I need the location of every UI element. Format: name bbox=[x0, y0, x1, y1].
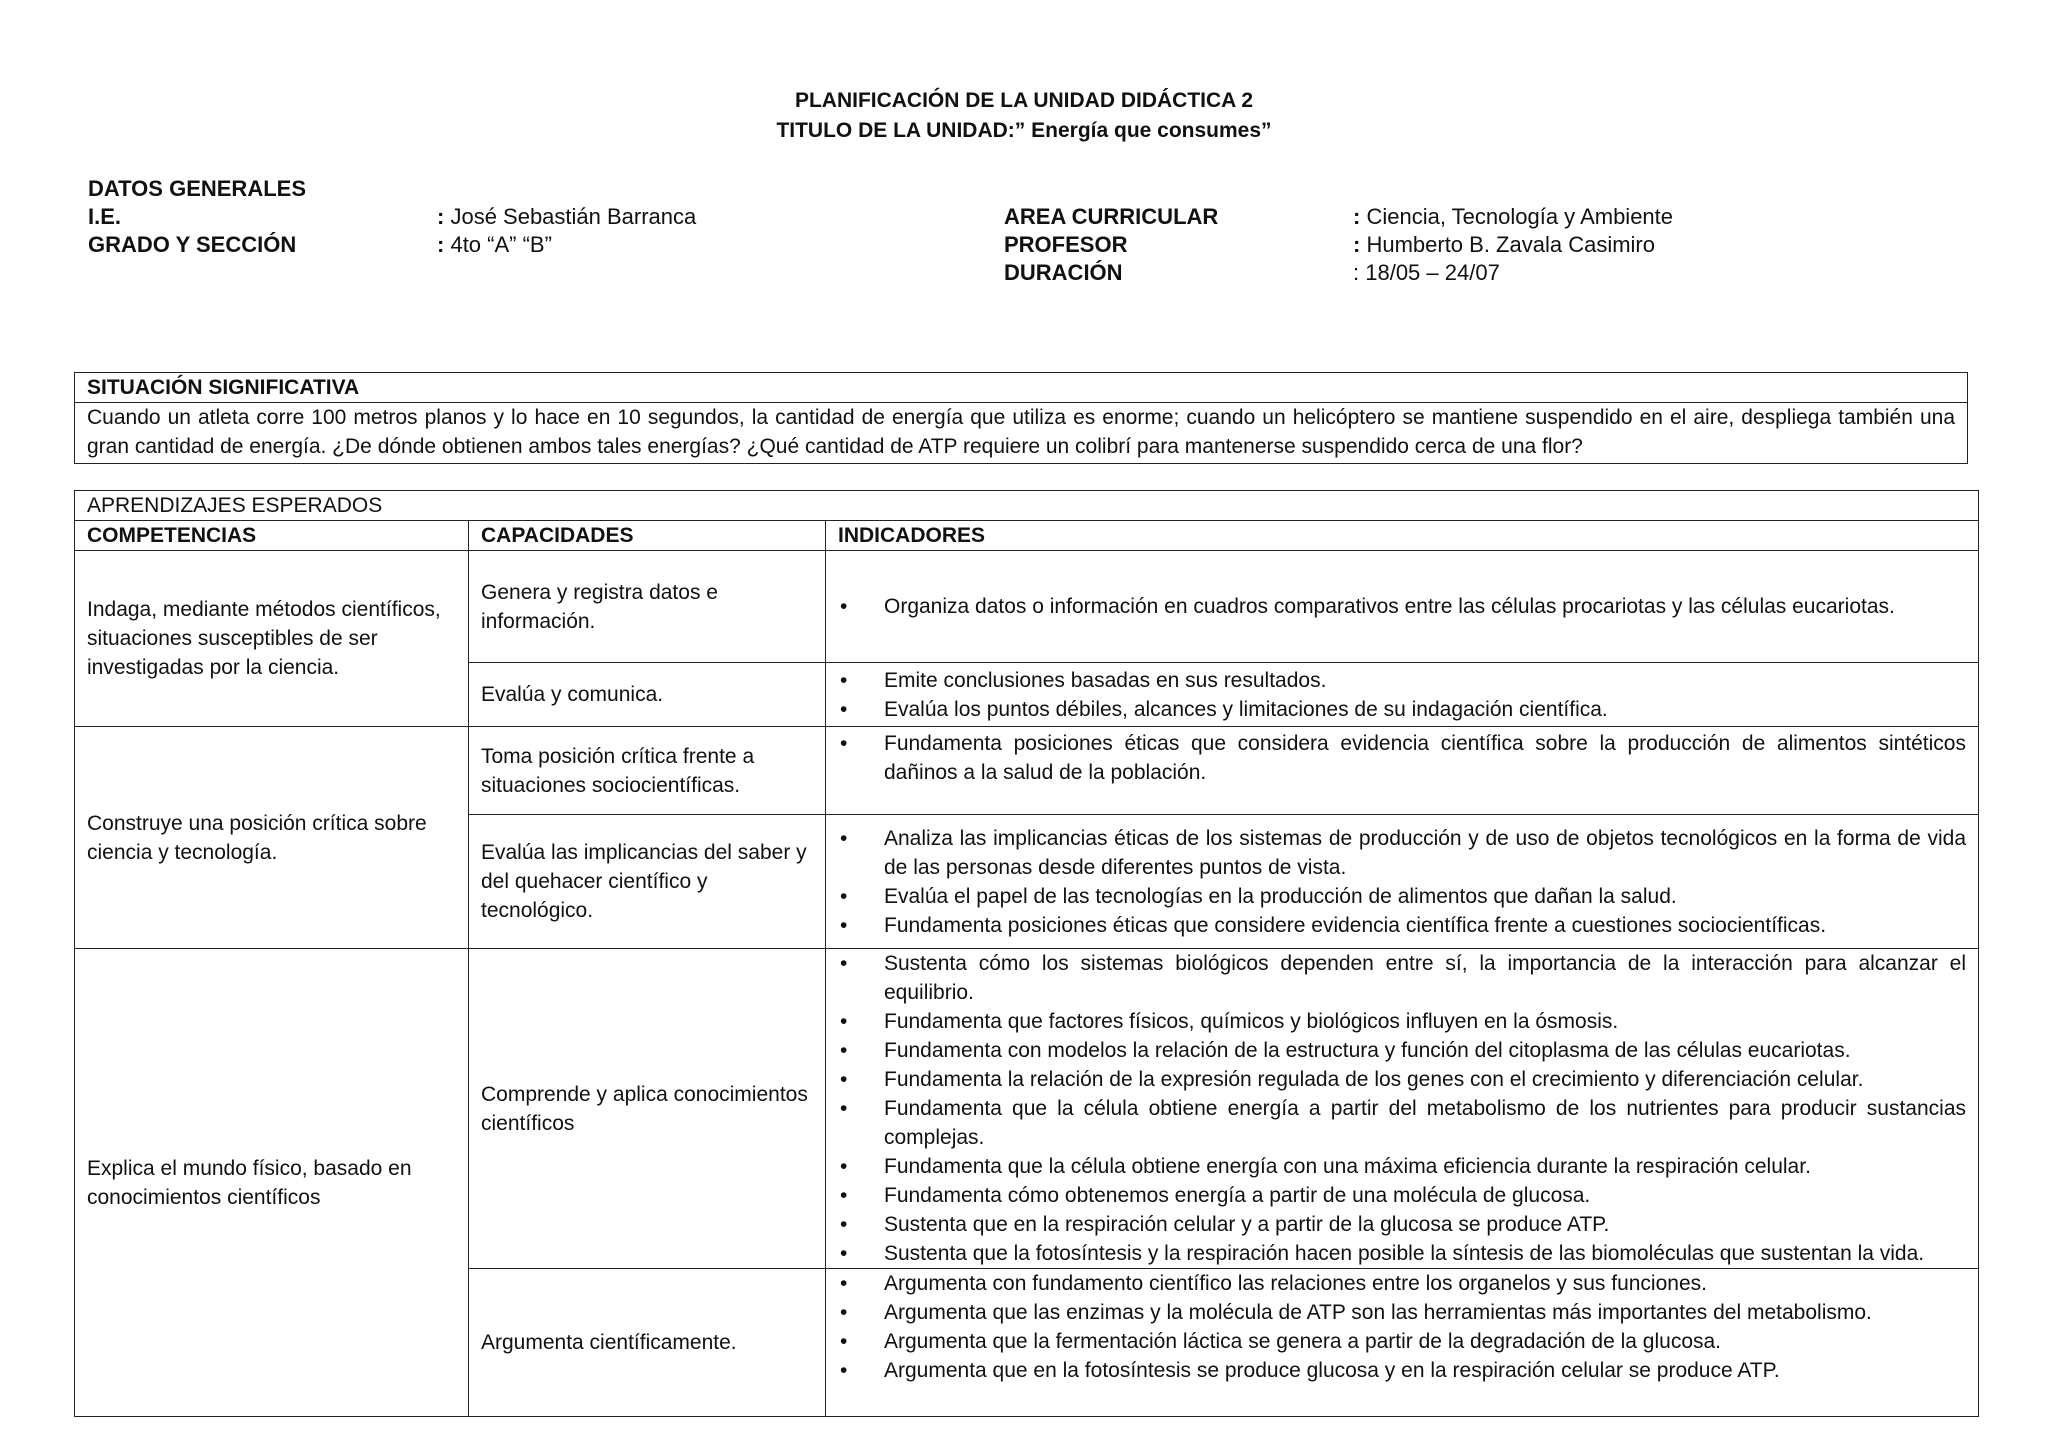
capacidad-cell: Comprende y aplica conocimientos científicos bbox=[469, 949, 826, 1269]
unit-planning-title: PLANIFICACIÓN DE LA UNIDAD DIDÁCTICA 2 bbox=[794, 89, 1254, 112]
indicator-list bbox=[838, 949, 1966, 1268]
general-data-heading: DATOS GENERALES bbox=[88, 176, 306, 201]
situation-text: Cuando un atleta corre 100 metros planos y lo hace en 10 segundos, la cantidad de energía que utiliza es enorme; cuando un helicóptero se mantiene suspendido en el aire, despliega también una gran cantidad de energía. ¿De dónde obtienen ambos tales energías? ¿Qué cantidad de ATP requiere un colibrí para mantenerse suspendido cerca de una flor? bbox=[75, 403, 1968, 464]
list-item: • Fundamenta la relación de la expresión regulada de los genes con el crecimiento y diferenciación celular. bbox=[838, 1065, 1966, 1094]
expected-learning-table bbox=[74, 490, 1979, 1417]
expected-learning-band: APRENDIZAJES ESPERADOS bbox=[75, 491, 1979, 521]
list-item: • Sustenta que la fotosíntesis y la respiración hacen posible la síntesis de las biomoléculas que sustentan la vida. bbox=[838, 1239, 1966, 1268]
list-item: • Fundamenta posiciones éticas que considere evidencia científica frente a cuestiones sociocientíficas. bbox=[838, 911, 1966, 940]
grado-label: GRADO Y SECCIÓN bbox=[88, 232, 297, 257]
indicadores-cell bbox=[826, 815, 1979, 949]
document-title bbox=[0, 86, 2048, 146]
list-item: • Organiza datos o información en cuadros comparativos entre las células procariotas y las células eucariotas. bbox=[838, 592, 1966, 621]
list-item: • Argumenta que en la fotosíntesis se produce glucosa y en la respiración celular se produce ATP. bbox=[838, 1356, 1966, 1385]
list-item: • Fundamenta que factores físicos, químicos y biológicos influyen en la ósmosis. bbox=[838, 1007, 1966, 1036]
capacidad-cell: Evalúa las implicancias del saber y del quehacer científico y tecnológico. bbox=[469, 815, 826, 949]
capacidad-cell: Evalúa y comunica. bbox=[469, 663, 826, 727]
duracion-label: DURACIÓN bbox=[1004, 260, 1123, 285]
area-value: Ciencia, Tecnología y Ambiente bbox=[1366, 204, 1674, 229]
competencia-cell: Explica el mundo físico, basado en conocimientos científicos bbox=[75, 949, 469, 1417]
header-indicadores: INDICADORES bbox=[826, 521, 1979, 551]
header-competencias: COMPETENCIAS bbox=[75, 521, 469, 551]
list-item: • Fundamenta posiciones éticas que considera evidencia científica sobre la producción de alimentos sintéticos dañinos a la salud de la población. bbox=[838, 729, 1966, 787]
indicadores-cell bbox=[826, 727, 1979, 815]
indicator-list bbox=[838, 824, 1966, 940]
duracion-value: 18/05 – 24/07 bbox=[1365, 260, 1500, 285]
indicator-list bbox=[838, 666, 1966, 724]
list-item: • Fundamenta cómo obtenemos energía a partir de una molécula de glucosa. bbox=[838, 1181, 1966, 1210]
capacidad-cell: Argumenta científicamente. bbox=[469, 1269, 826, 1417]
table-row bbox=[75, 949, 1979, 1269]
situation-heading: SITUACIÓN SIGNIFICATIVA bbox=[75, 373, 1968, 403]
significant-situation-table bbox=[74, 372, 1968, 464]
list-item: • Evalúa los puntos débiles, alcances y limitaciones de su indagación científica. bbox=[838, 695, 1966, 724]
indicadores-cell bbox=[826, 551, 1979, 663]
header-capacidades: CAPACIDADES bbox=[469, 521, 826, 551]
indicadores-cell bbox=[826, 663, 1979, 727]
table-row bbox=[75, 551, 1979, 663]
list-item: • Fundamenta que la célula obtiene energía a partir del metabolismo de los nutrientes para producir sustancias complejas. bbox=[838, 1094, 1966, 1152]
list-item: • Argumenta con fundamento científico las relaciones entre los organelos y sus funciones. bbox=[838, 1269, 1966, 1298]
capacidad-cell: Toma posición crítica frente a situaciones sociocientíficas. bbox=[469, 727, 826, 815]
list-item: • Evalúa el papel de las tecnologías en la producción de alimentos que dañan la salud. bbox=[838, 882, 1966, 911]
list-item: • Fundamenta que la célula obtiene energía con una máxima eficiencia durante la respiración celular. bbox=[838, 1152, 1966, 1181]
ie-label: I.E. bbox=[88, 204, 122, 229]
indicator-list bbox=[838, 729, 1966, 787]
list-item: • Argumenta que las enzimas y la molécula de ATP son las herramientas más importantes del metabolismo. bbox=[838, 1298, 1966, 1327]
list-item: • Argumenta que la fermentación láctica se genera a partir de la degradación de la glucosa. bbox=[838, 1327, 1966, 1356]
profesor-value: Humberto B. Zavala Casimiro bbox=[1366, 232, 1655, 257]
list-item: • Sustenta cómo los sistemas biológicos dependen entre sí, la importancia de la interacción para alcanzar el equilibrio. bbox=[838, 949, 1966, 1007]
list-item: • Analiza las implicancias éticas de los sistemas de producción y de uso de objetos tecnológicos en la forma de vida de las personas desde diferentes puntos de vista. bbox=[838, 824, 1966, 882]
unit-title: TITULO DE LA UNIDAD:” Energía que consumes” bbox=[776, 119, 1272, 142]
competencia-cell: Indaga, mediante métodos científicos, situaciones susceptibles de ser investigadas por la ciencia. bbox=[75, 551, 469, 727]
list-item: • Sustenta que en la respiración celular y a partir de la glucosa se produce ATP. bbox=[838, 1210, 1966, 1239]
capacidad-cell: Genera y registra datos e información. bbox=[469, 551, 826, 663]
indicator-list bbox=[838, 1269, 1966, 1385]
profesor-label: PROFESOR bbox=[1004, 232, 1128, 257]
indicadores-cell bbox=[826, 1269, 1979, 1417]
list-item: • Emite conclusiones basadas en sus resultados. bbox=[838, 666, 1966, 695]
competencia-cell: Construye una posición crítica sobre ciencia y tecnología. bbox=[75, 727, 469, 949]
ie-value: José Sebastián Barranca bbox=[450, 204, 697, 229]
indicadores-cell bbox=[826, 949, 1979, 1269]
grado-value: 4to “A” “B” bbox=[450, 232, 552, 257]
indicator-list bbox=[838, 592, 1966, 621]
table-row bbox=[75, 727, 1979, 815]
document-page: PLANIFICACIÓN DE LA UNIDAD DIDÁCTICA 2 TITULO DE LA UNIDAD:” Energía que consumes” DATOS GENERALES I.E. : José Sebastián Barranca GRADO Y SECCIÓN : 4to “A” “B” AREA CURRICULAR : Ciencia, Tecnología y Ambiente PROFESOR : Humberto B. Zavala Casimiro DURACIÓN : 18/05 – 24/07 SITUACIÓN SIGNIFICATIVA Cuando un atleta corre 100 metros planos y lo hace en 10 segundos, la cantidad de energía que utiliza es enorme; cuando un helicóptero se mantiene suspendido en el aire, despliega también una gran cantidad de energía. ¿De dónde obtienen ambos tales energías? ¿Qué cantidad de ATP requiere un colibrí para mantenerse suspendido cerca de una flor? APRENDIZAJES ESPERADOS COMPETENCIAS CAPACIDADES INDICADORES Indaga, mediante métodos científicos, situaciones susceptibles de ser investigadas por la ciencia. Genera y registra datos e información. • Organiza datos o información en cuadros comparativos entre las células procariotas y las células eucariotas. Evalúa y comunica. • Emite conclusiones basadas en sus resultados. • Evalúa los puntos débiles, alcances y limitaciones de su indagación científica. Construye una posición crítica sobre ciencia y tecnología. Toma posición crítica frente a situaciones sociocientíficas. • Fundamenta posiciones éticas que considera evidencia científica sobre la producción de alimentos sintéticos dañinos a la salud de la población. Evalúa las implicancias del saber y del quehacer científico y tecnológico. • Analiza las implicancias éticas de los sistemas de producción y de uso de objetos tecnológicos en la forma de vida de las personas desde diferentes puntos de vista. • Evalúa el papel de las tecnologías en la producción de alimentos que dañan la salud. • Fundamenta posiciones éticas que considere evidencia científica frente a cuestiones sociocientíficas. Explica el mundo físico, basado en conocimientos científicos Comprende y aplica conocimientos científicos • Sustenta cómo los sistemas biológicos dependen entre sí, la importancia de la interacción para alcanzar el equilibrio. • Fundamenta que factores físicos, químicos y biológicos influyen en la ósmosis. • Fundamenta con modelos la relación de la estructura y función del citoplasma de las células eucariotas. • Fundamenta la relación de la expresión regulada de los genes con el crecimiento y diferenciación celular. • Fundamenta que la célula obtiene energía a partir del metabolismo de los nutrientes para producir sustancias complejas. • Fundamenta que la célula obtiene energía con una máxima eficiencia durante la respiración celular. • Fundamenta cómo obtenemos energía a partir de una molécula de glucosa. • Sustenta que en la respiración celular y a partir de la glucosa se produce ATP. • Sustenta que la fotosíntesis y la respiración hacen posible la síntesis de las biomoléculas que sustentan la vida. Argumenta científicamente. • Argumenta con fundamento científico las relaciones entre los organelos y sus funciones. • Argumenta que las enzimas y la molécula de ATP son las herramientas más importantes del metabolismo. • Argumenta que la fermentación láctica se genera a partir de la degradación de la glucosa. • Argumenta que en la fotosíntesis se produce glucosa y en la respiración celular se produce ATP. bbox=[0, 0, 2048, 1449]
list-item: • Fundamenta con modelos la relación de la estructura y función del citoplasma de las células eucariotas. bbox=[838, 1036, 1966, 1065]
area-label: AREA CURRICULAR bbox=[1004, 204, 1219, 229]
